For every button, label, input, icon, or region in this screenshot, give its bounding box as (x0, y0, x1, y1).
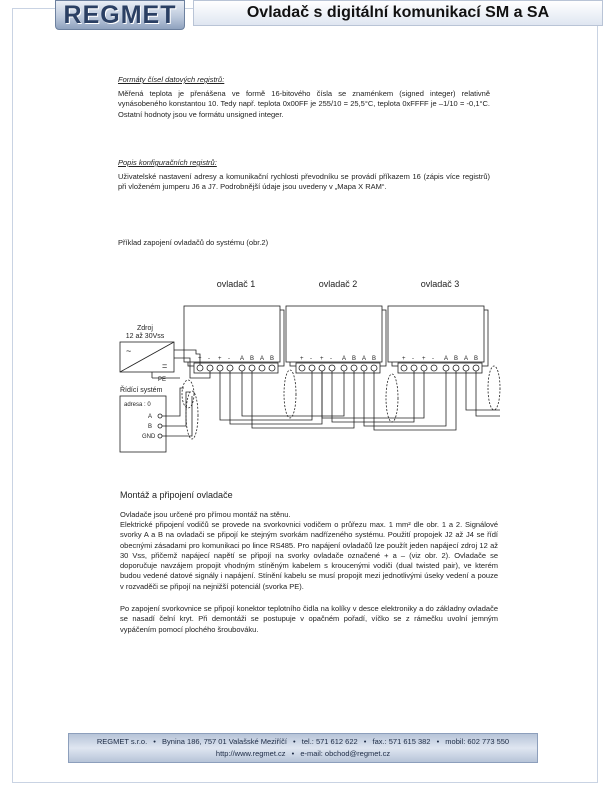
terminal-label: B (250, 356, 255, 362)
bus-cable-2-to-3 (322, 371, 456, 430)
terminal-label: - (228, 356, 230, 362)
mounting-paragraph-2: Elektrické připojení vodičů se provede na svorkovnici vodičem o průřezu max. 1 mm² dle obr. 1 a 2. Signálové svorky A a B na ovladači se připojí ke stejným svorkám nadřízeného systému. Použití propojek J2 až J4 se řídí obecnými zásadami pro komunikaci po lince RS485. Pro napájení ovladačů lze použít jeden napájecí zdroj 12 až 30 Vss, přičemž napájecí napětí se připojí na svorky ovladače označené + a – (viz obr. 2). Ovladače se doporučuje navzájem propojit vhodným stíněným kabelem s kroucenými vodiči (dual twisted pair), ve kterém budou vedené datové signály i napájení. Stínění kabelu se musí propojit mezi jednotlivými úseky vedení a pouze v rozvaděči se připojí na nejnižší potenciál (svorka PE). (120, 520, 498, 591)
ac-symbol: ~ (126, 346, 132, 356)
terminal-label: - (208, 356, 210, 362)
terminal-label: B (270, 356, 275, 362)
control-system-label: Řídící systém (120, 387, 163, 394)
controller-label-2: ovladač 2 (318, 279, 358, 289)
terminal-label: B (372, 356, 377, 362)
pin-label-gnd: GND (142, 434, 156, 440)
control-system-address: adresa : 0 (124, 402, 151, 408)
footer-bullet: • (293, 737, 296, 746)
footer-line-web (69, 749, 537, 758)
terminal-label: A (240, 356, 245, 362)
footer-email-link[interactable]: e-mail: obchod@regmet.cz (300, 749, 391, 758)
terminal-block-2 (296, 363, 380, 373)
mounting-heading: Montáž a připojení ovladače (120, 490, 233, 500)
footer-company: REGMET s.r.o. (96, 737, 148, 746)
pin-label-b: B (148, 424, 153, 430)
footer-bullet: • (436, 737, 440, 746)
control-system-box (120, 396, 166, 452)
power-supply-label: Zdroj (137, 325, 153, 332)
footer-bullet: • (153, 737, 156, 746)
terminal-label: - (330, 356, 332, 362)
controller-label-1: ovladač 1 (216, 279, 256, 289)
terminal-block-1 (194, 363, 278, 373)
terminal-label: + (198, 356, 202, 362)
page-header (55, 0, 607, 30)
diagram-caption: Příklad zapojení ovladačů do systému (obr.2) (118, 238, 269, 247)
terminal-label: A (362, 356, 367, 362)
footer-fax: fax.: 571 615 382 (372, 737, 431, 746)
terminal-label: A (260, 356, 265, 362)
dc-symbol: = (162, 361, 168, 371)
page-footer (68, 733, 538, 763)
paragraph-register-formats: Měřená teplota je přenášena ve formě 16-bitového čísla se znaménkem (signed integer) relativně vynásobeného konstantou 10. Tedy např. teplota 0x00FF je 255/10 = 25,5°C, teplota 0xFFFF je –1/10 = -0,1°C. Ostatní hodnoty jsou ve formátu unsigned integer. (118, 89, 490, 119)
terminal-label: + (218, 356, 222, 362)
footer-address: Bynina 186, 757 01 Valašské Meziříčí (162, 737, 287, 746)
section-heading-config-registers: Popis konfiguračních registrů: (118, 158, 217, 167)
terminal-label: + (422, 356, 426, 362)
footer-phone: tel.: 571 612 622 (301, 737, 358, 746)
page-title: Ovladač s digitální komunikací SM a SA (193, 0, 603, 26)
mounting-paragraph-1: Ovladače jsou určené pro přímou montáž na stěnu. (120, 510, 291, 519)
power-supply-box (120, 342, 174, 372)
terminal-label: - (310, 356, 312, 362)
terminal-block-3 (398, 363, 482, 373)
terminal-label: B (352, 356, 357, 362)
regmet-logo: REGMET (55, 0, 185, 30)
terminal-label: A (444, 356, 449, 362)
wiring-diagram (100, 270, 510, 465)
terminal-label: - (412, 356, 414, 362)
paragraph-config-registers: Uživatelské nastavení adresy a komunikační rychlosti převodníku se provádí příkazem 16 (zápis více registrů) při vloženém jumperu J6 a J7. Podrobnější údaje jsou uvedeny v „Mapa X RAM“. (118, 172, 490, 192)
footer-bullet: • (363, 737, 367, 746)
mounting-paragraph-3: Po zapojení svorkovnice se připojí konektor teplotního čidla na kolíky v desce elektroniky a do základny ovladače se nasadí čelní kryt. Při demontáži se postupuje v opačném pořadí, víčko se z rámečku uvolní jemným vypáčením pomocí plochého šroubováku. (120, 604, 498, 634)
terminal-label: - (432, 356, 434, 362)
terminal-label: B (454, 356, 459, 362)
terminal-label: B (474, 356, 479, 362)
footer-line-contacts (69, 737, 537, 746)
controller-label-3: ovladač 3 (420, 279, 460, 289)
pe-label: PE (158, 377, 167, 383)
terminal-label: + (300, 356, 304, 362)
footer-mobile: mobil: 602 773 550 (445, 737, 510, 746)
terminal-label: A (464, 356, 469, 362)
bus-wiring-control (162, 380, 194, 436)
pin-label-a: A (148, 414, 153, 420)
terminal-label: + (320, 356, 324, 362)
terminal-label: + (402, 356, 406, 362)
power-supply-spec: 12 až 30Vss (125, 333, 165, 340)
bus-cable-3-out (466, 366, 500, 416)
section-heading-register-formats: Formáty čísel datových registrů: (118, 75, 225, 84)
footer-web-link[interactable]: http://www.regmet.cz (215, 749, 286, 758)
bus-cable-1-to-2 (186, 370, 354, 439)
footer-bullet: • (291, 749, 295, 758)
terminal-label: A (342, 356, 347, 362)
